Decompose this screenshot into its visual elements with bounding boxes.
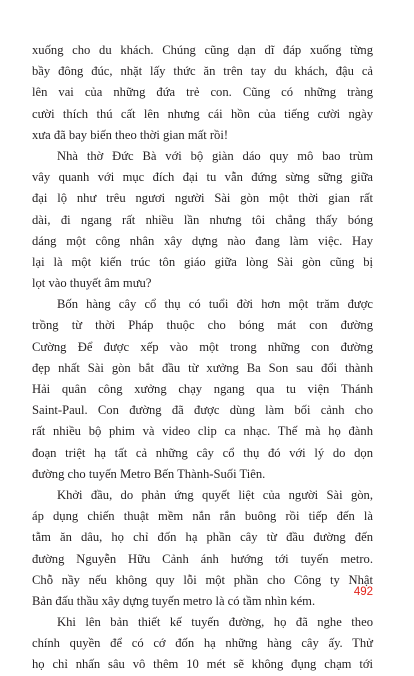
paragraph-2 [32,146,373,294]
text-line: áp dụng chiến thuật mềm nắn rắn buông rồi tiếp đến là [32,509,373,524]
text-line: chính quyền để có cớ đốn hạ những hàng cây ấy. Thử [32,636,373,651]
text-line: dài, đi ngang rất nhiều lần nhưng tôi chẳng thấy bóng [32,212,373,227]
text-line: Cường Để được xếp vào một trong những con đường [32,339,373,354]
paragraph-3 [32,294,373,485]
text-line: dáng một công nhân xây dựng nào đang làm việc. Hay [32,233,373,248]
text-line: xuống cho du khách. Chúng cũng dạn dĩ đáp xuống từng [32,43,373,57]
text-line: họ chỉ nhấn sâu vô thêm 10 mét sẽ không đụng chạm tới [32,657,373,672]
text-line: Chỗ nầy nếu không quy lỗi một phần cho Công ty Nhật [32,572,373,587]
text-line: đại lộ như trêu ngươi người Sài gòn một thời gian rất [32,191,373,206]
text-line: tằm ăn dâu, họ chỉ đốn hạ phần cây từ đầu đường đến [32,530,373,545]
paragraph-1 [32,40,373,146]
text-line: Bốn hàng cây cổ thụ có tuổi đời hơn một trăm được [57,297,373,312]
text-line: cười thích thú cất lên nhưng cái hồn của tiếng cười ngày [32,106,373,121]
text-line: đoạn triệt hạ tất cả những cây cổ thụ đó với lý do dọn [32,445,373,460]
text-line: đẹp nhất Sài gòn bắt đầu từ xưởng Ba Son sau đổi thành [32,360,373,375]
text-line: Khi lên bản thiết kế tuyến đường, họ đã nghe theo [57,615,373,630]
text-line: Khởi đầu, do phản ứng quyết liệt của người Sài gòn, [57,487,373,502]
paragraph-5 [32,612,373,676]
text-line: bầy đông đúc, nhặt lấy thức ăn trên tay du khách, đậu cả [32,64,373,79]
text-line: lên vai của những đứa trẻ con. Cũng có những tràng [32,85,373,100]
text-line: Saint-Paul. Con đường đã được dùng làm bối cảnh cho [32,403,373,418]
text-line: Hải quân công xưởng chạy ngang qua tu viện Thánh [32,382,373,396]
text-line: lọt vào thuyết âm mưu? [32,276,152,291]
paragraph-4 [32,485,373,612]
text-line: trồng từ thời Pháp thuộc cho bóng mát con đường [32,318,373,333]
text-line: đường Nguyễn Hữu Cảnh ánh hướng tới tuyến metro. [32,551,373,566]
text-line: xưa đã bay biến theo thời gian mất rồi! [32,127,229,142]
page-body-text [32,40,373,676]
text-line: rất nhiều bộ phim và video clip ca nhạc. Thế mà họ đành [32,424,373,439]
page-number: 492 [353,586,373,598]
text-line: Nhà thờ Đức Bà với bộ giàn dáo quy mô bao trùm [57,148,373,163]
text-line: vây quanh với mục đích đại tu vẫn đứng sừng sững giữa [32,170,373,185]
text-line: đường cho tuyến Metro Bến Thành-Suối Tiên. [32,466,266,481]
text-line: Bản đấu thầu xây dựng tuyến metro là có tầm nhìn kém. [32,593,316,608]
text-line: lại là một kiến trúc tôn giáo giữa lòng Sài gòn cũng bị [32,254,373,269]
